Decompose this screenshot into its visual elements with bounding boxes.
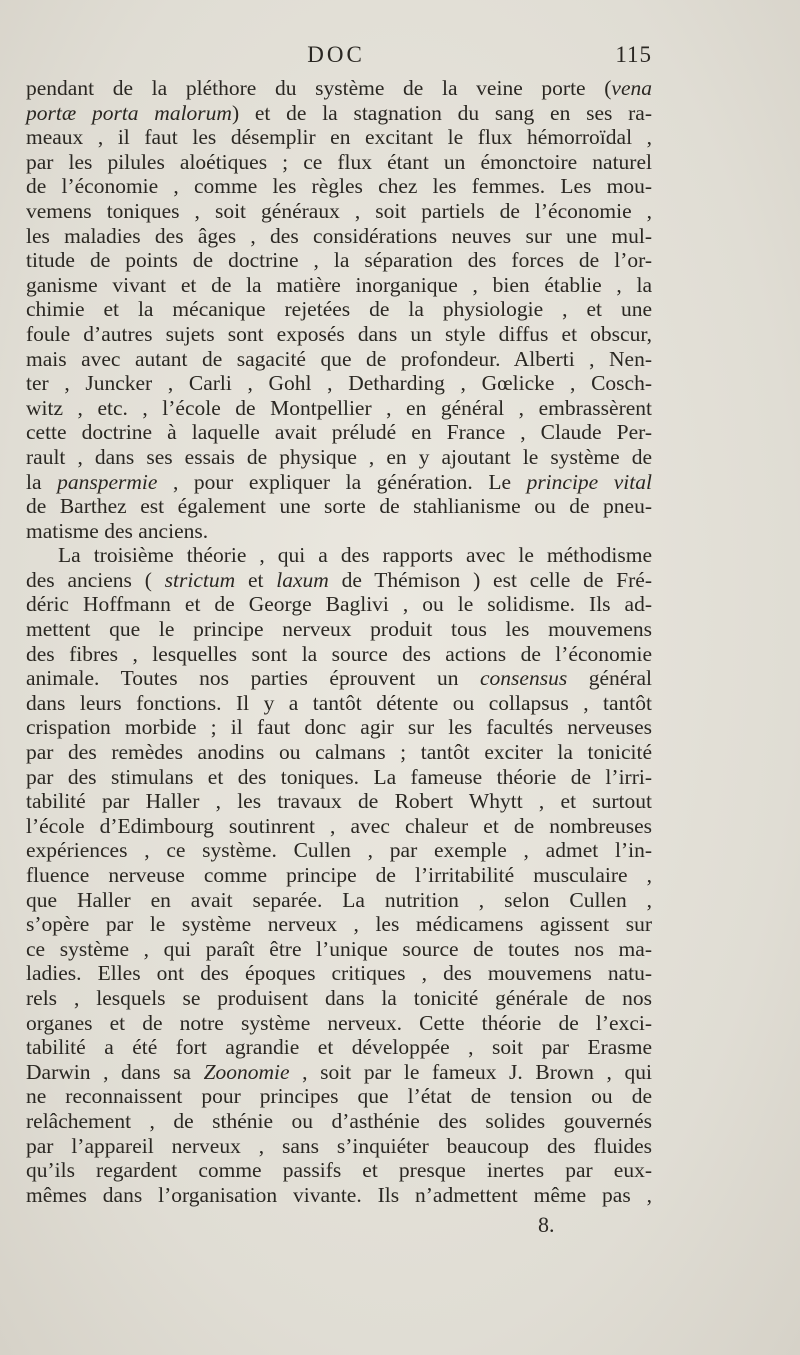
- text-line: [26, 297, 652, 322]
- page-header: [20, 42, 652, 72]
- italic-text: Zoonomie: [203, 1059, 290, 1084]
- text-segment: général: [567, 666, 652, 691]
- italic-text: consensus: [480, 666, 568, 691]
- text-line: [26, 814, 652, 839]
- text-segment: de l’économie , comme les règles chez les femmes. Les mou-: [26, 174, 652, 199]
- text-segment: titude de points de doctrine , la séparation des forces de l’or-: [26, 248, 652, 273]
- text-line: [26, 371, 652, 396]
- text-segment: organes et de notre système nerveux. Cette théorie de l’exci-: [26, 1010, 652, 1035]
- text-segment: la: [26, 469, 58, 494]
- text-segment: les maladies des âges , des considérations neuves sur une mul-: [26, 223, 652, 248]
- text-line: [26, 322, 652, 347]
- text-segment: dans leurs fonctions. Il y a tantôt détente ou collapsus , tantôt: [26, 690, 652, 715]
- text-line: [26, 937, 652, 962]
- text-line: [26, 986, 652, 1011]
- italic-text: strictum: [164, 567, 236, 592]
- text-segment: witz , etc. , l’école de Montpellier , en général , embrassèrent: [26, 395, 652, 420]
- text-line: [26, 494, 652, 519]
- page-number: 115: [615, 42, 652, 67]
- text-line: [26, 715, 652, 740]
- text-line: [26, 568, 652, 593]
- text-line: [26, 174, 652, 199]
- italic-text: vena: [611, 76, 652, 100]
- text-segment: des fibres , lesquelles sont la source des actions de l’économie: [26, 641, 652, 666]
- text-segment: tabilité par Haller , les travaux de Robert Whytt , et surtout: [26, 789, 652, 814]
- body-text: [26, 76, 652, 1207]
- text-segment: meaux , il faut les désemplir en excitant le flux hémorroïdal ,: [26, 125, 652, 150]
- text-segment: Darwin , dans sa: [26, 1059, 204, 1084]
- text-segment: relâchement , de sthénie ou d’asthénie des solides gouvernés: [26, 1108, 652, 1133]
- text-segment: qu’ils regardent comme passifs et presque inertes par eux-: [26, 1158, 652, 1183]
- text-segment: animale. Toutes nos parties éprouvent un: [26, 666, 480, 691]
- text-segment: des anciens (: [26, 567, 165, 592]
- text-line: [26, 199, 652, 224]
- text-segment: expériences , ce système. Cullen , par exemple , admet l’in-: [26, 838, 652, 863]
- text-line: [26, 592, 652, 617]
- text-segment: de Thémison ) est celle de Fré-: [328, 567, 652, 592]
- italic-text: laxum: [276, 567, 329, 592]
- text-segment: chimie et la mécanique rejetées de la physiologie , et une: [26, 297, 652, 322]
- text-segment: par des remèdes anodins ou calmans ; tantôt exciter la tonicité: [26, 740, 652, 765]
- text-line: [26, 642, 652, 667]
- signature-mark: 8.: [538, 1212, 555, 1237]
- text-line: [26, 273, 652, 298]
- text-segment: pendant de la pléthore du système de la veine porte (: [26, 76, 612, 100]
- text-line: [26, 1035, 652, 1060]
- text-line: [26, 101, 652, 126]
- text-segment: , pour expliquer la génération. Le: [157, 469, 527, 494]
- text-segment: mettent que le principe nerveux produit tous les mouvemens: [26, 617, 652, 642]
- text-line: [26, 224, 652, 249]
- text-segment: ce système , qui paraît être l’unique source de toutes nos ma-: [26, 936, 652, 961]
- text-line: [26, 740, 652, 765]
- text-segment: mais avec autant de sagacité que de profondeur. Alberti , Nen-: [26, 346, 652, 371]
- italic-text: panspermie: [57, 469, 158, 494]
- text-line: [26, 1109, 652, 1134]
- text-line: [26, 765, 652, 790]
- text-segment: ganisme vivant et de la matière inorganique , bien établie , la: [26, 272, 652, 297]
- text-line: [26, 863, 652, 888]
- text-line: [26, 1060, 652, 1085]
- text-segment: cette doctrine à laquelle avait préludé en France , Claude Per-: [26, 420, 652, 445]
- text-segment: par les pilules aloétiques ; ce flux étant un émonctoire naturel: [26, 149, 652, 174]
- text-line: [26, 838, 652, 863]
- text-segment: tabilité a été fort agrandie et développée , soit par Erasme: [26, 1035, 652, 1060]
- text-line: [26, 248, 652, 273]
- text-line: [26, 125, 652, 150]
- text-line: [26, 420, 652, 445]
- text-segment: et: [235, 567, 277, 592]
- text-line: [26, 691, 652, 716]
- italic-text: portæ porta malorum: [26, 100, 232, 125]
- text-line: [26, 912, 652, 937]
- text-line: [26, 347, 652, 372]
- text-segment: de Barthez est également une sorte de stahlianisme ou de pneu-: [26, 494, 652, 519]
- text-segment: crispation morbide ; il faut donc agir sur les facultés nerveuses: [26, 715, 652, 740]
- text-segment: ) et de la stagnation du sang en ses ra-: [231, 100, 652, 125]
- text-line: [26, 888, 652, 913]
- text-line: [26, 617, 652, 642]
- italic-text: principe vital: [526, 469, 652, 494]
- text-segment: matisme des anciens.: [26, 518, 209, 543]
- text-line: [26, 1183, 652, 1208]
- text-segment: que Haller en avait separée. La nutrition , selon Cullen ,: [26, 887, 652, 912]
- text-line: [26, 150, 652, 175]
- text-line: [26, 1011, 652, 1036]
- text-line: [26, 76, 652, 101]
- text-line: [26, 1134, 652, 1159]
- text-line: [26, 961, 652, 986]
- text-segment: déric Hoffmann et de George Baglivi , ou le solidisme. Ils ad-: [26, 592, 652, 617]
- running-head: DOC: [307, 42, 365, 67]
- text-segment: ladies. Elles ont des époques critiques , des mouvemens natu-: [26, 961, 652, 986]
- text-line: [26, 519, 652, 544]
- text-segment: s’opère par le système nerveux , les médicamens agissent sur: [26, 912, 652, 937]
- text-segment: ter , Juncker , Carli , Gohl , Detharding , Gœlicke , Cosch-: [26, 371, 652, 396]
- text-segment: vemens toniques , soit généraux , soit partiels de l’économie ,: [26, 198, 652, 223]
- text-segment: La troisième théorie , qui a des rapports avec le méthodisme: [58, 543, 652, 568]
- text-line: [26, 1158, 652, 1183]
- text-line: [26, 789, 652, 814]
- text-line: [26, 470, 652, 495]
- text-line: [26, 396, 652, 421]
- text-segment: ne reconnaissent pour principes que l’état de tension ou de: [26, 1084, 652, 1109]
- text-line: [26, 1084, 652, 1109]
- text-segment: par des stimulans et des toniques. La fameuse théorie de l’irri-: [26, 764, 652, 789]
- text-segment: foule d’autres sujets sont exposés dans un style diffus et obscur,: [26, 321, 652, 346]
- text-segment: rels , lesquels se produisent dans la tonicité générale de nos: [26, 985, 652, 1010]
- text-segment: , soit par le fameux J. Brown , qui: [289, 1059, 652, 1084]
- text-segment: rault , dans ses essais de physique , en y ajoutant le système de: [26, 444, 652, 469]
- text-line: [26, 445, 652, 470]
- text-line: [26, 543, 652, 568]
- text-segment: par l’appareil nerveux , sans s’inquiéter beaucoup des fluides: [26, 1133, 652, 1158]
- text-line: [26, 666, 652, 691]
- text-segment: fluence nerveuse comme principe de l’irritabilité musculaire ,: [26, 863, 652, 887]
- text-segment: l’école d’Edimbourg soutinrent , avec chaleur et de nombreuses: [26, 813, 652, 838]
- text-segment: mêmes dans l’organisation vivante. Ils n’admettent même pas ,: [26, 1182, 652, 1207]
